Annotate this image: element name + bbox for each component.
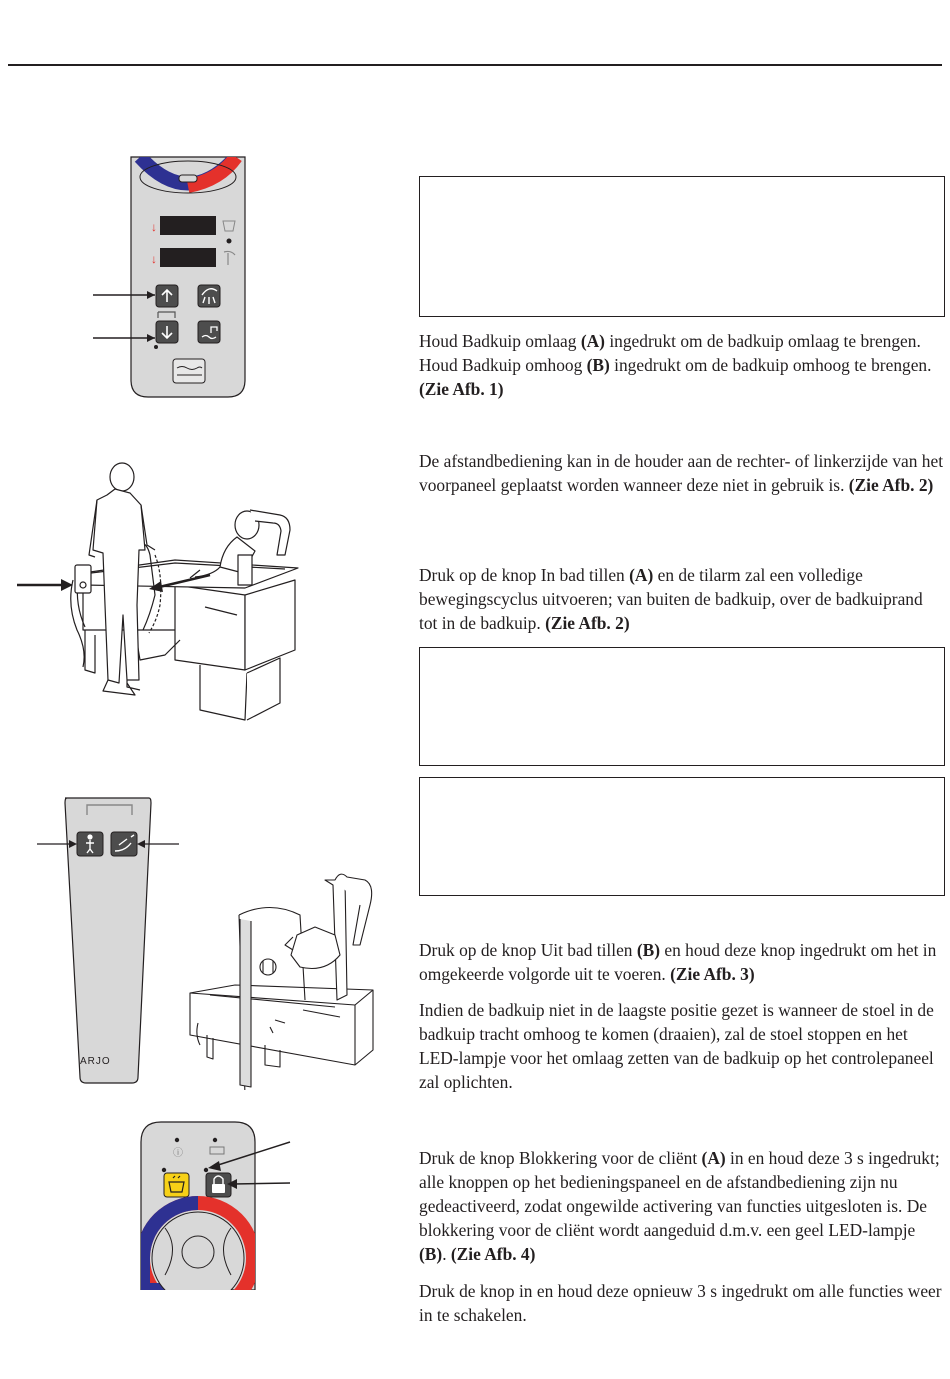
svg-text:↓: ↓ [151, 252, 157, 266]
figure-4-lock-panel [135, 1120, 295, 1290]
figure-3-remote-and-lift [35, 795, 385, 1090]
paragraph-lift-into-bath: Druk op de knop In bad tillen (A) en de tilarm zal een volledige bewegingscyclus uitvoeren; van buiten de badkuip, over de badkuiprand tot in de badkuip. (Zie Afb. 2) [419, 565, 923, 633]
paragraph-unlock: Druk de knop in en houd deze opnieuw 3 s ingedrukt om alle functies weer in te schakelen. [419, 1281, 942, 1325]
header-rule [8, 64, 942, 66]
info-box-2 [419, 647, 945, 766]
paragraph-client-lock: Druk de knop Blokkering voor de cliënt (A) in en houd deze 3 s ingedrukt; alle knoppen op het bedieningspaneel en de afstandbediening zijn nu gedeactiveerd, zodat ongewilde activering van functies uitgesloten is. De blokkering voor de cliënt wordt aangeduid d.m.v. een geel LED-lampje (B). (Zie Afb. 4) [419, 1148, 940, 1264]
info-box-3 [419, 777, 945, 896]
remote-brand: ARJO [80, 1056, 111, 1067]
svg-text:ⓘ: ⓘ [173, 1148, 183, 1159]
figure-1-control-panel [85, 155, 255, 405]
svg-text:↓: ↓ [151, 220, 157, 234]
paragraph-lift-out-bath: Druk op de knop Uit bad tillen (B) en houd deze knop ingedrukt om het in omgekeerde volgorde uit te voeren. (Zie Afb. 3) [419, 940, 937, 984]
paragraph-remote-holder: De afstandbediening kan in de houder aan de rechter- of linkerzijde van het voorpaneel geplaatst worden wanneer deze niet in gebruik is. (Zie Afb. 2) [419, 451, 944, 495]
figure-2-bath-operator [15, 455, 305, 730]
paragraph-bath-up-down: Houd Badkuip omlaag (A) ingedrukt om de badkuip omlaag te brengen. Houd Badkuip omhoog (B) ingedrukt om de badkuip omhoog te brengen. (Zie Afb. 1) [419, 331, 932, 399]
info-box-1 [419, 176, 945, 317]
paragraph-bath-position-warning: Indien de badkuip niet in de laagste positie gezet is wanneer de stoel in de badkuip tracht omhoog te komen (draaien), zal de stoel stoppen en het LED-lampje voor het omlaag zetten van de badkuip op het controlepaneel zal oplichten. [419, 1000, 934, 1092]
